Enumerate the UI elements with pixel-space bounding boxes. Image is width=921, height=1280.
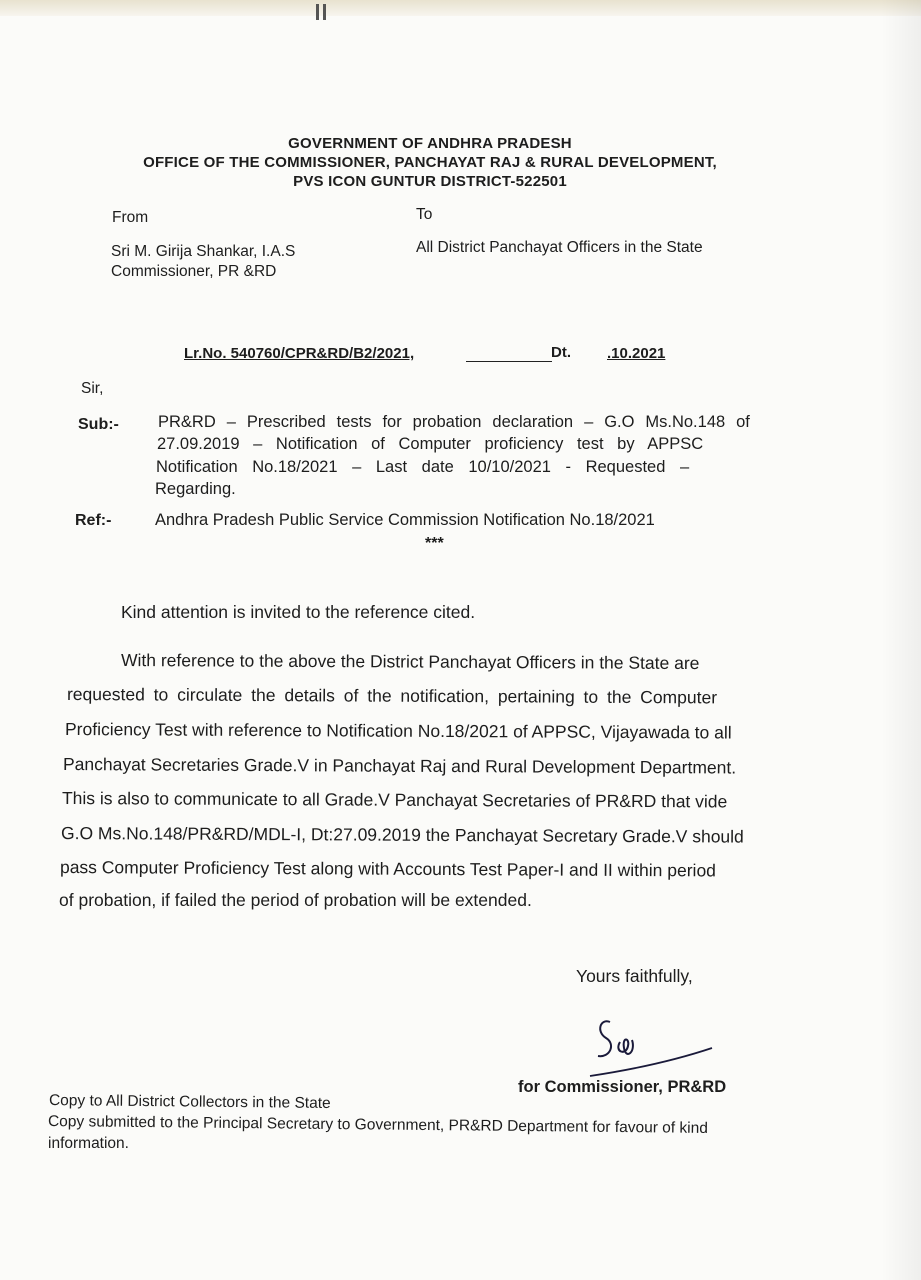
separator: *** <box>425 535 444 552</box>
copy-to-principal-secretary: Copy submitted to the Principal Secretary to Government, PR&RD Department for favour of kind <box>47 1113 708 1137</box>
recipient: All District Panchayat Officers in the State <box>416 239 703 256</box>
subject-word: Ms.No.148 <box>645 413 726 431</box>
subject-word: declaration <box>492 413 574 431</box>
body-line: This is also to communicate to all Grade.V Panchayat Secretaries of PR&RD that vide <box>61 788 728 812</box>
letter-number: Lr.No. 540760/CPR&RD/B2/2021, <box>184 345 415 362</box>
subject-word: – <box>584 413 594 431</box>
paper-top-edge <box>0 0 921 16</box>
letterhead-government: GOVERNMENT OF ANDHRA PRADESH <box>288 135 572 152</box>
subject-word: for <box>382 413 402 431</box>
paper-shadow <box>881 0 921 1280</box>
subject-line: Notification No.18/2021 – Last date 10/10/2021 - Requested – <box>156 458 690 476</box>
subject-word: – <box>226 413 236 431</box>
ref-label: Ref:- <box>75 512 112 529</box>
subject-line <box>158 413 750 432</box>
subject-word: of <box>736 413 750 431</box>
body-line: With reference to the above the District Panchayat Officers in the State are <box>120 650 700 674</box>
subject-word: PR&RD <box>158 413 216 431</box>
salutation: Sir, <box>81 380 104 397</box>
subject-word: G.O <box>604 413 635 431</box>
body-line: pass Computer Proficiency Test along with Accounts Test Paper-I and II within period <box>59 857 716 881</box>
letterhead <box>0 134 860 191</box>
date-label: Dt. <box>551 344 571 361</box>
to-label: To <box>416 206 433 223</box>
signatory: for Commissioner, PR&RD <box>518 1078 727 1096</box>
letterhead-office: OFFICE OF THE COMMISSIONER, PANCHAYAT RAJ & RURAL DEVELOPMENT, <box>143 154 717 171</box>
body-line: Proficiency Test with reference to Notification No.18/2021 of APPSC, Vijayawada to all <box>64 719 732 743</box>
copy-to-collectors: Copy to All District Collectors in the State <box>48 1092 331 1112</box>
letterhead-address: PVS ICON GUNTUR DISTRICT-522501 <box>293 173 567 190</box>
body-line: requested to circulate the details of the notification, pertaining to the Computer <box>66 684 718 708</box>
body-line: G.O Ms.No.148/PR&RD/MDL-I, Dt:27.09.2019 the Panchayat Secretary Grade.V should <box>60 823 744 847</box>
body-intro: Kind attention is invited to the reference cited. <box>121 602 476 622</box>
subject-line: Regarding. <box>155 480 236 498</box>
subject-line: 27.09.2019 – Notification of Computer proficiency test by APPSC <box>157 435 704 453</box>
subject-word: tests <box>336 413 372 431</box>
subject-word: Prescribed <box>246 413 326 431</box>
yours-faithfully: Yours faithfully, <box>576 966 693 986</box>
sender-name: Sri M. Girija Shankar, I.A.S <box>111 243 296 260</box>
copy-continuation: information. <box>48 1135 129 1152</box>
from-label: From <box>112 209 149 226</box>
date-value: .10.2021 <box>607 345 666 362</box>
subject-word: probation <box>412 413 482 431</box>
staple-mark <box>316 4 326 20</box>
ref-text: Andhra Pradesh Public Service Commission Notification No.18/2021 <box>155 511 655 529</box>
subject-label: Sub:- <box>78 416 119 433</box>
sender-designation: Commissioner, PR &RD <box>111 263 277 280</box>
body-line: Panchayat Secretaries Grade.V in Panchayat Raj and Rural Development Department. <box>62 754 737 778</box>
date-blank-line <box>466 361 552 362</box>
body-line: of probation, if failed the period of probation will be extended. <box>59 890 532 910</box>
